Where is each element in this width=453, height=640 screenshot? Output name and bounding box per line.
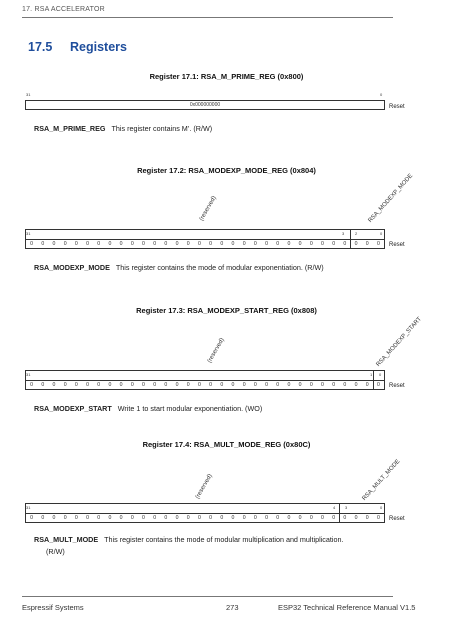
bit-31-label: 31 bbox=[26, 231, 31, 236]
footer-rule bbox=[22, 596, 393, 597]
reset-bit: 0 bbox=[175, 241, 179, 247]
reset-bit: 0 bbox=[108, 515, 112, 521]
bit-2-label: 2 bbox=[355, 231, 358, 236]
field-label-modexp-mode: RSA_MODEXP_MODE bbox=[367, 173, 415, 224]
register-box-modexp-mode bbox=[25, 229, 385, 249]
reset-bits-row bbox=[26, 380, 384, 390]
field-label-modexp-start: RSA_MODEXP_START bbox=[375, 316, 423, 368]
field-description-modexp-mode bbox=[34, 263, 324, 272]
reset-bit: 0 bbox=[209, 515, 213, 521]
reset-bit: 0 bbox=[242, 382, 246, 388]
reset-bit: 0 bbox=[321, 241, 324, 247]
reset-bit: 0 bbox=[242, 241, 246, 247]
reset-bit: 0 bbox=[186, 382, 190, 388]
reset-bit: 0 bbox=[197, 241, 201, 247]
reset-bit: 0 bbox=[175, 382, 179, 388]
bit-3-label: 3 bbox=[342, 231, 345, 236]
reset-bit: 0 bbox=[220, 515, 224, 521]
chapter-header: 17. RSA ACCELERATOR bbox=[22, 6, 105, 13]
reset-bit: 0 bbox=[276, 382, 280, 388]
reset-bit: 0 bbox=[365, 382, 369, 388]
field-name: RSA_MODEXP_MODE bbox=[34, 263, 110, 272]
reset-bit: 0 bbox=[86, 515, 89, 521]
reset-bit: 0 bbox=[287, 382, 291, 388]
bit-0-label: 0 bbox=[380, 505, 383, 510]
field-text: Write 1 to start modular exponentiation. (WO) bbox=[117, 404, 263, 413]
reset-bit: 0 bbox=[276, 241, 280, 247]
reset-bit: 0 bbox=[354, 382, 358, 388]
reset-bit: 0 bbox=[63, 515, 67, 521]
register-box-modexp-start bbox=[25, 370, 385, 390]
field-name: RSA_MULT_MODE bbox=[34, 535, 99, 544]
reset-bit: 0 bbox=[354, 241, 358, 247]
reset-bit: 0 bbox=[265, 241, 268, 247]
field-name: RSA_MODEXP_START bbox=[34, 404, 112, 413]
reset-bit: 0 bbox=[41, 382, 45, 388]
reset-bit: 0 bbox=[298, 515, 302, 521]
reset-bit: 0 bbox=[298, 241, 302, 247]
reset-bit: 0 bbox=[231, 241, 235, 247]
reset-bit: 0 bbox=[376, 382, 380, 388]
reset-bit: 0 bbox=[130, 382, 134, 388]
reset-bit: 0 bbox=[197, 515, 201, 521]
reset-label: Reset bbox=[389, 242, 405, 248]
reset-bit: 0 bbox=[376, 515, 380, 521]
reset-bit: 0 bbox=[332, 515, 336, 521]
field-name: RSA_M_PRIME_REG bbox=[34, 124, 106, 133]
reset-bit: 0 bbox=[97, 515, 101, 521]
reset-bit: 0 bbox=[186, 241, 190, 247]
reset-bit: 0 bbox=[86, 241, 89, 247]
register-box-mult-mode bbox=[25, 503, 385, 523]
reset-bit: 0 bbox=[41, 515, 45, 521]
reset-bit: 0 bbox=[265, 382, 268, 388]
reset-bit: 0 bbox=[287, 515, 291, 521]
reset-label: Reset bbox=[389, 383, 405, 389]
reset-bit: 0 bbox=[354, 515, 358, 521]
reset-bit: 0 bbox=[309, 382, 313, 388]
field-description-mult-mode-cont: (R/W) bbox=[46, 547, 65, 556]
reset-bit: 0 bbox=[175, 515, 179, 521]
bit-4-label: 4 bbox=[333, 505, 336, 510]
reset-bit: 0 bbox=[142, 241, 145, 247]
reset-bit: 0 bbox=[309, 515, 313, 521]
field-text: This register contains the mode of modular exponentiation. (R/W) bbox=[115, 263, 324, 272]
reset-bit: 0 bbox=[186, 515, 190, 521]
reset-bit: 0 bbox=[209, 241, 213, 247]
reset-bit: 0 bbox=[253, 241, 257, 247]
reset-bit: 0 bbox=[63, 382, 67, 388]
reset-bit: 0 bbox=[30, 241, 34, 247]
page-number: 273 bbox=[226, 603, 239, 612]
reset-bits-row bbox=[26, 239, 384, 249]
reset-bit: 0 bbox=[321, 382, 324, 388]
reset-bit: 0 bbox=[164, 515, 168, 521]
reset-bit: 0 bbox=[153, 515, 157, 521]
reset-bit: 0 bbox=[119, 382, 123, 388]
bit-0-label: 0 bbox=[379, 372, 382, 377]
reset-bit: 0 bbox=[52, 515, 56, 521]
reset-bit: 0 bbox=[142, 382, 145, 388]
reset-bit: 0 bbox=[343, 515, 347, 521]
reset-bit: 0 bbox=[63, 241, 67, 247]
field-label-mult-mode: RSA_MULT_MODE bbox=[361, 458, 402, 502]
footer-manual-title: ESP32 Technical Reference Manual V1.5 bbox=[278, 603, 416, 612]
reset-bit: 0 bbox=[30, 382, 34, 388]
section-name: Registers bbox=[70, 40, 127, 54]
reset-bit: 0 bbox=[220, 241, 224, 247]
reset-bit: 0 bbox=[164, 382, 168, 388]
field-text: This register contains the mode of modular multiplication and multiplication. bbox=[104, 535, 344, 544]
reset-bit: 0 bbox=[242, 515, 246, 521]
header-rule bbox=[22, 17, 393, 18]
reset-bit: 0 bbox=[86, 382, 89, 388]
bit-lo-label: 0 bbox=[380, 92, 383, 97]
reset-bit: 0 bbox=[164, 241, 168, 247]
reset-bit: 0 bbox=[142, 515, 145, 521]
reset-bit: 0 bbox=[309, 241, 313, 247]
reset-bit: 0 bbox=[365, 241, 369, 247]
reset-bit: 0 bbox=[298, 382, 302, 388]
reset-bit: 0 bbox=[52, 382, 56, 388]
reserved-label: (reserved) bbox=[194, 473, 214, 500]
reset-bit: 0 bbox=[130, 241, 134, 247]
reset-bit: 0 bbox=[108, 382, 112, 388]
field-description-mult-mode bbox=[34, 535, 404, 544]
register-caption-modexp-mode: Register 17.2: RSA_MODEXP_MODE_REG (0x804) bbox=[137, 166, 316, 175]
reset-bit: 0 bbox=[130, 515, 134, 521]
reset-bit: 0 bbox=[74, 515, 78, 521]
reset-bit: 0 bbox=[97, 382, 101, 388]
reset-bits-row bbox=[26, 513, 384, 523]
reset-bit: 0 bbox=[119, 515, 123, 521]
section-number: 17.5 bbox=[28, 40, 53, 54]
register-caption-mult-mode: Register 17.4: RSA_MULT_MODE_REG (0x80C) bbox=[142, 440, 311, 449]
reset-bit: 0 bbox=[74, 382, 78, 388]
reset-value: 0x000000000 bbox=[189, 102, 221, 108]
bit-31-label: 31 bbox=[26, 372, 31, 377]
reset-bit: 0 bbox=[276, 515, 280, 521]
reset-bit: 0 bbox=[231, 515, 235, 521]
reset-bit: 0 bbox=[30, 515, 34, 521]
reset-label: Reset bbox=[389, 516, 405, 522]
reset-bit: 0 bbox=[231, 382, 235, 388]
field-text: This register contains M’. (R/W) bbox=[111, 124, 213, 133]
register-caption-m-prime: Register 17.1: RSA_M_PRIME_REG (0x800) bbox=[149, 72, 304, 81]
reset-bit: 0 bbox=[153, 241, 157, 247]
reset-bit: 0 bbox=[197, 382, 201, 388]
bit-hi-label: 31 bbox=[26, 92, 31, 97]
reset-bit: 0 bbox=[153, 382, 157, 388]
bit-1-label: 1 bbox=[370, 372, 373, 377]
register-box-m-prime bbox=[25, 100, 385, 110]
reset-bit: 0 bbox=[209, 382, 213, 388]
reset-bit: 0 bbox=[97, 241, 101, 247]
bit-0-label: 0 bbox=[380, 231, 383, 236]
reset-bit: 0 bbox=[287, 241, 291, 247]
reserved-label: (reserved) bbox=[198, 195, 218, 222]
reset-bit: 0 bbox=[265, 515, 268, 521]
field-description-modexp-start bbox=[34, 404, 262, 413]
bit-31-label: 31 bbox=[26, 505, 31, 510]
field-description-m-prime bbox=[34, 124, 212, 133]
reset-bit: 0 bbox=[376, 241, 380, 247]
reset-bit: 0 bbox=[332, 382, 336, 388]
reset-bit: 0 bbox=[253, 382, 257, 388]
reset-bit: 0 bbox=[321, 515, 324, 521]
register-caption-modexp-start: Register 17.3: RSA_MODEXP_START_REG (0x808) bbox=[136, 306, 317, 315]
reset-bit: 0 bbox=[220, 382, 224, 388]
reset-bit: 0 bbox=[343, 241, 347, 247]
reset-bit: 0 bbox=[74, 241, 78, 247]
footer-company: Espressif Systems bbox=[22, 603, 84, 612]
reset-bit: 0 bbox=[52, 241, 56, 247]
reset-label: Reset bbox=[389, 104, 405, 110]
reset-bit: 0 bbox=[365, 515, 369, 521]
reset-bit: 0 bbox=[343, 382, 347, 388]
bit-3-label: 3 bbox=[345, 505, 348, 510]
section-title bbox=[28, 40, 127, 54]
reset-bit: 0 bbox=[332, 241, 336, 247]
reset-bit: 0 bbox=[108, 241, 112, 247]
reset-bit: 0 bbox=[253, 515, 257, 521]
reserved-label: (reserved) bbox=[206, 337, 226, 364]
reset-bit: 0 bbox=[119, 241, 123, 247]
reset-bit: 0 bbox=[41, 241, 45, 247]
